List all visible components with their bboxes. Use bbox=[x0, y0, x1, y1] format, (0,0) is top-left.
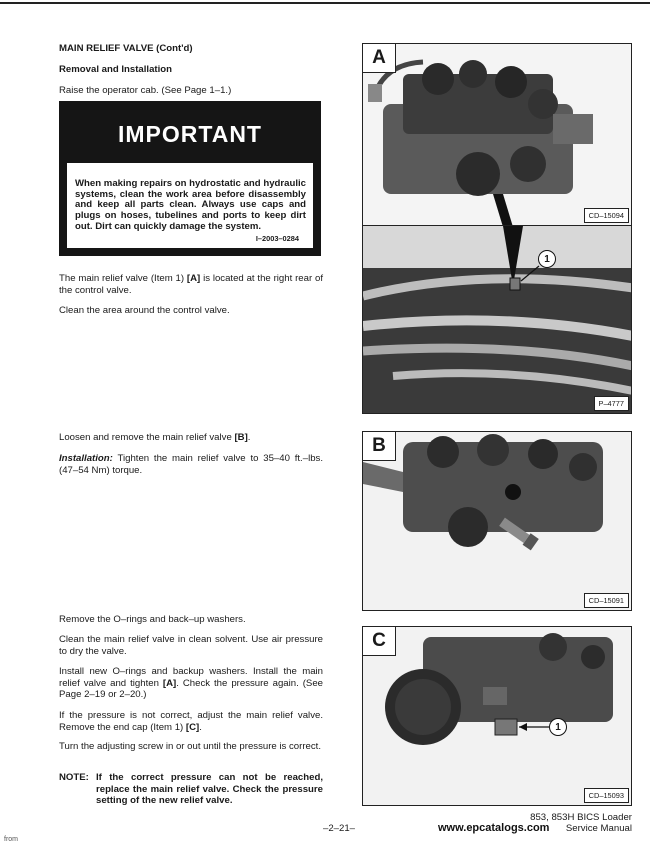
important-title: IMPORTANT bbox=[117, 120, 262, 147]
figure-a-bottom-code: P–4777 bbox=[594, 396, 629, 411]
paragraph-clean-valve: Clean the main relief valve in clean solvent. Use air pressure to dry the valve. bbox=[59, 634, 323, 657]
figure-a-callout: 1 bbox=[538, 250, 556, 268]
paragraph-raise-cab: Raise the operator cab. (See Page 1–1.) bbox=[59, 85, 232, 96]
paragraph-install-new: Install new O–rings and backup washers. Install the main relief valve and tighten [A]. Check the pressure again. (See Page 2–19 or 2–20.) bbox=[59, 666, 323, 700]
figure-b-photo bbox=[362, 431, 632, 611]
watermark: www.epcatalogs.com bbox=[438, 822, 550, 834]
footer-manual: Service Manual bbox=[565, 823, 632, 834]
figure-b-code: CD–15091 bbox=[584, 593, 629, 608]
important-code: I–2003–0284 bbox=[255, 234, 299, 243]
figure-c-code: CD–15093 bbox=[584, 788, 629, 803]
paragraph-clean-area: Clean the area around the control valve. bbox=[59, 305, 230, 316]
figure-b-label: B bbox=[363, 432, 396, 461]
figure-c-callout: 1 bbox=[549, 718, 567, 736]
paragraph-location: The main relief valve (Item 1) [A] is located at the right rear of the control valve. bbox=[59, 273, 323, 296]
paragraph-remove-orings: Remove the O–rings and back–up washers. bbox=[59, 614, 246, 625]
figure-a-bottom-image bbox=[363, 226, 632, 414]
figure-c-label: C bbox=[363, 627, 396, 656]
important-text: When making repairs on hydrostatic and hydraulic systems, clean the work area before disassembly and keep all parts clean. Always use caps and plugs on hoses, tubelines and ports to keep dirt out. Dirt can quickly damage the system. bbox=[75, 178, 306, 232]
important-notice bbox=[59, 101, 321, 256]
paragraph-installation: Installation: Tighten the main relief valve to 35–40 ft.–lbs. (47–54 Nm) torque. bbox=[59, 453, 323, 476]
figure-a-top-code: CD–15094 bbox=[584, 208, 629, 223]
section-subtitle: Removal and Installation bbox=[59, 64, 173, 75]
paragraph-adjust: If the pressure is not correct, adjust the main relief valve. Remove the end cap (Item 1) [C]. bbox=[59, 710, 323, 733]
paragraph-adjusting-screw: Turn the adjusting screw in or out until the pressure is correct. bbox=[59, 741, 321, 752]
figure-b-image bbox=[363, 432, 632, 611]
top-rule bbox=[0, 2, 650, 4]
figure-c-photo bbox=[362, 626, 632, 806]
footer-model: 853, 853H BICS Loader bbox=[530, 812, 632, 823]
note-label: NOTE: bbox=[59, 772, 89, 783]
page-number: –2–21– bbox=[323, 823, 356, 834]
section-title: MAIN RELIEF VALVE (Cont'd) bbox=[59, 43, 193, 54]
figure-a-label: A bbox=[363, 44, 396, 73]
figure-a-control-valve-photo bbox=[362, 43, 632, 226]
figure-c-image bbox=[363, 627, 632, 806]
paragraph-loosen: Loosen and remove the main relief valve [B]. bbox=[59, 432, 251, 443]
figure-a-tubelines-photo bbox=[362, 226, 632, 414]
important-body bbox=[67, 163, 313, 248]
corner-stamp: from bbox=[4, 836, 18, 843]
figure-a-top-image bbox=[363, 44, 632, 226]
note-text: If the correct pressure can not be reached, replace the main relief valve. Check the pressure setting of the new relief valve. bbox=[96, 772, 323, 806]
